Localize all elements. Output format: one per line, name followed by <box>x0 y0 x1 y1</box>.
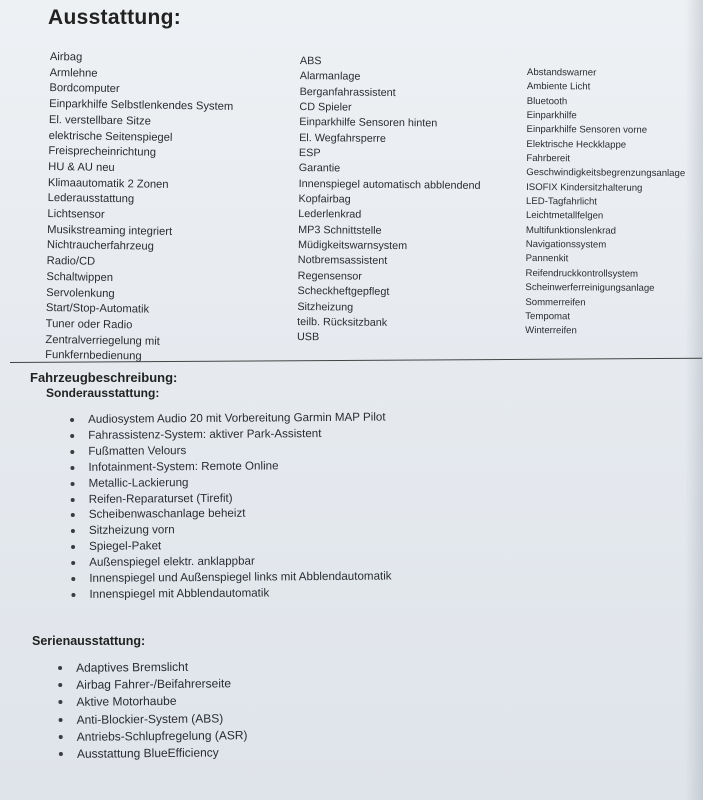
feature-item: Lederausstattung <box>47 192 135 206</box>
bullet-item: Ausstattung BlueEfficiency <box>59 744 248 763</box>
fahrzeugbeschreibung-heading: Fahrzeugbeschreibung: <box>30 370 178 385</box>
bullet-item: Anti-Blockier-System (ABS) <box>58 710 247 729</box>
bullet-item: Antriebs-Schlupfregelung (ASR) <box>59 727 248 746</box>
feature-item: Innenspiegel automatisch abblendend <box>298 177 481 192</box>
ausstattung-column-3 <box>525 66 686 340</box>
feature-item: elektrische Seitenspiegel <box>48 129 173 144</box>
feature-item: Multifunktionslenkrad <box>525 224 617 237</box>
feature-item: Berganfahrassistent <box>299 85 396 99</box>
bullet-item: Sitzheizung vorn <box>71 521 391 539</box>
serienausstattung-list <box>58 658 248 763</box>
feature-item: Einparkhilfe <box>526 110 577 122</box>
bullet-item: Innenspiegel und Außenspiegel links mit Abblendautomatik <box>71 569 391 587</box>
bullet-item: Airbag Fahrer-/Beifahrerseite <box>58 675 247 694</box>
feature-item: Einparkhilfe Sensoren hinten <box>299 116 438 130</box>
feature-item: teilb. Rücksitzbank <box>297 315 388 329</box>
feature-item: Müdigkeitswarnsystem <box>297 239 408 253</box>
feature-item: Pannenkit <box>525 253 569 265</box>
feature-item: Regensensor <box>297 269 362 283</box>
sonderausstattung-heading: Sonderausstattung: <box>46 386 160 400</box>
feature-item: LED-Tagfahrlicht <box>526 196 598 208</box>
page-edge-shadow <box>685 0 703 800</box>
feature-item: Scheinwerferreinigungsanlage <box>525 282 655 295</box>
feature-item: Funkfernbedienung <box>45 349 142 363</box>
bullet-item: Reifen-Reparaturset (Tirefit) <box>71 489 391 507</box>
feature-item: Einparkhilfe Selbstlenkendes System <box>49 98 234 113</box>
feature-item: Kopfairbag <box>298 193 351 206</box>
feature-item: Reifendruckkontrollsystem <box>525 267 639 280</box>
feature-item: Alarmanlage <box>299 70 361 83</box>
ausstattung-column-2 <box>297 54 482 347</box>
feature-item: Tuner oder Radio <box>45 317 133 332</box>
feature-item: Abstandswarner <box>526 66 597 79</box>
feature-item: Sitzheizung <box>297 300 354 314</box>
feature-item: Nichtraucherfahrzeug <box>46 239 154 254</box>
feature-item: Lederlenkrad <box>298 208 362 222</box>
feature-item: Schaltwippen <box>46 270 114 284</box>
feature-item: El. verstellbare Sitze <box>48 113 151 128</box>
bullet-item: Infotainment-System: Remote Online <box>70 457 390 475</box>
feature-item: Servolenkung <box>46 286 115 300</box>
ausstattung-column-1 <box>45 50 234 367</box>
feature-item: Ambiente Licht <box>526 81 591 93</box>
bullet-item: Spiegel-Paket <box>71 537 391 555</box>
feature-item: Klimaautomatik 2 Zonen <box>47 176 169 191</box>
sonderausstattung-list <box>70 409 392 602</box>
bullet-item: Außenspiegel elektr. anklappbar <box>71 553 391 571</box>
feature-item: ISOFIX Kindersitzhalterung <box>526 181 643 194</box>
feature-item: CD Spieler <box>299 101 352 114</box>
serienausstattung-heading: Serienausstattung: <box>32 634 146 648</box>
ausstattung-heading: Ausstattung: <box>48 6 182 29</box>
feature-item: Scheckheftgepflegt <box>297 285 390 299</box>
feature-item: HU & AU neu <box>48 160 115 174</box>
feature-item: Elektrische Heckklappe <box>526 138 627 151</box>
feature-item: Musikstreaming integriert <box>47 223 173 238</box>
feature-item: ESP <box>298 147 321 160</box>
feature-item: Fahrbereit <box>526 153 571 165</box>
bullet-item: Innenspiegel mit Abblendautomatik <box>71 584 391 602</box>
feature-item: Airbag <box>49 50 83 64</box>
feature-item: Leichtmetallfelgen <box>525 210 604 222</box>
feature-item: Notbremsassistent <box>297 254 388 268</box>
feature-item: Lichtsensor <box>47 208 105 221</box>
feature-item: Geschwindigkeitsbegrenzungsanlage <box>526 167 686 180</box>
feature-item: Radio/CD <box>46 255 96 268</box>
bullet-item: Scheibenwaschanlage beheizt <box>71 505 391 523</box>
feature-item: Sommerreifen <box>525 296 586 308</box>
feature-item: Navigationssystem <box>525 239 607 251</box>
feature-item: Tempomat <box>525 310 571 323</box>
feature-item: Garantie <box>298 162 341 175</box>
bullet-item: Aktive Motorhaube <box>58 693 247 712</box>
bullet-item: Audiosystem Audio 20 mit Vorbereitung Garmin MAP Pilot <box>70 409 390 427</box>
feature-item: Einparkhilfe Sensoren vorne <box>526 124 648 137</box>
feature-item: Zentralverriegelung mit <box>45 333 160 348</box>
feature-item: Winterreifen <box>525 325 577 337</box>
feature-item: El. Wegfahrsperre <box>299 131 387 145</box>
feature-item: Armlehne <box>49 66 98 80</box>
feature-item: USB <box>296 331 320 344</box>
feature-item: Bluetooth <box>526 95 568 107</box>
feature-item: Bordcomputer <box>49 82 120 96</box>
bullet-item: Fußmatten Velours <box>70 441 390 459</box>
bullet-item: Fahrassistenz-System: aktiver Park-Assistent <box>70 425 390 443</box>
feature-item: Freisprecheinrichtung <box>48 145 157 159</box>
bullet-item: Metallic-Lackierung <box>70 473 390 491</box>
bullet-item: Adaptives Bremslicht <box>58 658 247 677</box>
feature-item: ABS <box>299 54 322 68</box>
feature-item: Start/Stop-Automatik <box>45 302 150 316</box>
feature-item: MP3 Schnittstelle <box>298 223 382 237</box>
